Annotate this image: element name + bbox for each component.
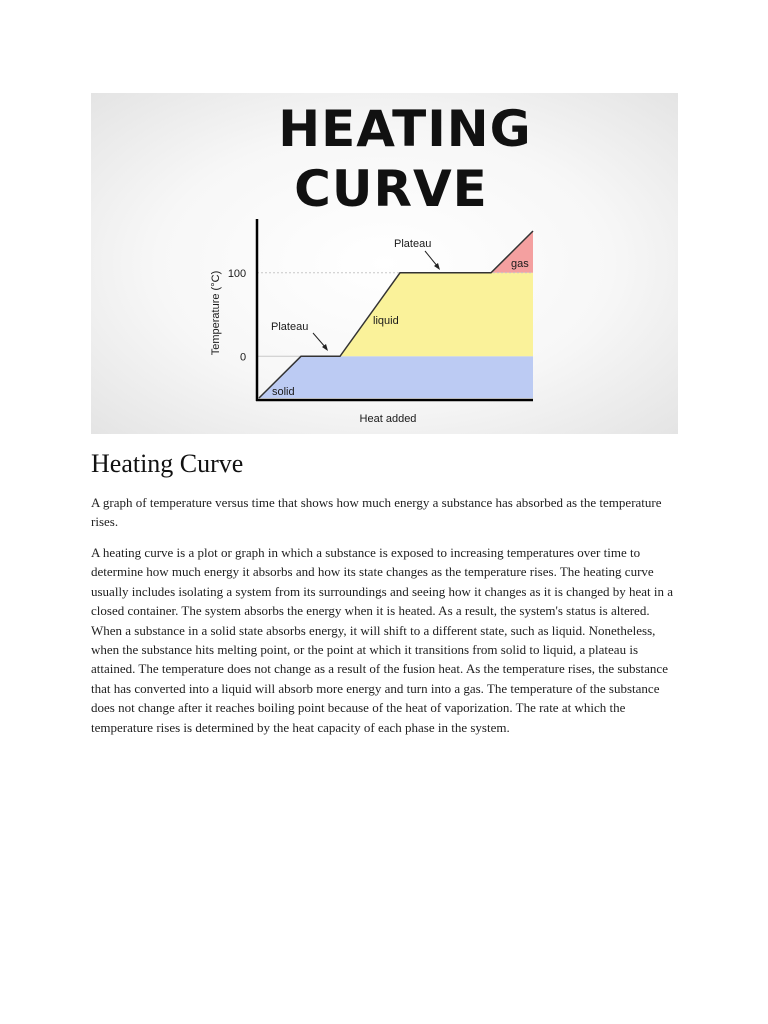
y-tick-label-0: 0	[239, 351, 247, 364]
plateau-arrowhead-upper	[434, 263, 440, 270]
liquid-region	[340, 273, 533, 357]
solid-label: solid	[272, 386, 295, 398]
banner-title-line2: CURVE	[294, 160, 488, 218]
document-body-paragraph: A heating curve is a plot or graph in which a substance is exposed to increasing temperatures over time to determine how much energy it absorbs and how its state changes as the temperature rises. The heating curve usually includes isolating a system from its surroundings and seeing how it changes as it is changed by heat in a closed container. The system absorbs the energy when it is heated. As a result, the system's status is altered. When a substance in a solid state absorbs energy, it will shift to a different state, such as liquid. Nonetheless, when the substance hits melting point, or the point at which it transitions from solid to liquid, a plateau is attained. The temperature does not change as a result of the fusion heat. As the temperature rises, the substance that has converted into a liquid will absorb more energy and turn into a gas. The temperature of the substance does not change after it reaches boiling point because of the heat of vaporization. The rate at which the temperature rises is determined by the heat capacity of each phase in the system.	[91, 545, 674, 735]
plateau-annotation-lower: Plateau	[271, 321, 309, 333]
document-heading: Heating Curve	[91, 449, 244, 478]
x-axis-label: Heat added	[359, 413, 417, 425]
y-tick-label-100: 100	[227, 267, 247, 280]
y-axis-label: Temperature (°C)	[210, 270, 222, 356]
heating-curve-chart	[91, 93, 678, 434]
document-summary-paragraph: A graph of temperature versus time that shows how much energy a substance has absorbed as the temperature rises.	[91, 495, 662, 530]
heating-curve-figure	[91, 93, 678, 434]
solid-region	[259, 356, 533, 398]
gas-label: gas	[511, 258, 529, 270]
liquid-label: liquid	[373, 315, 399, 327]
banner-title-line1: HEATING	[278, 100, 532, 158]
plateau-annotation-upper: Plateau	[394, 238, 432, 250]
